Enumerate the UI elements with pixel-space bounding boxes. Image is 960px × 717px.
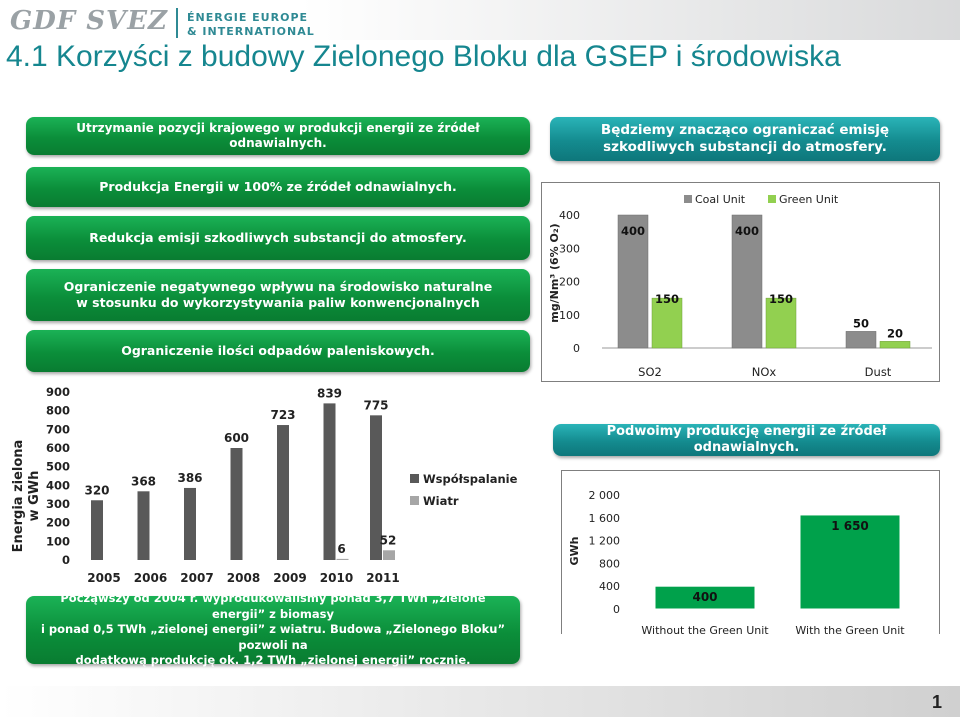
chart1-xtick: 2008 [226,571,261,585]
legend-label-coal: Coal Unit [695,193,746,206]
chart2-xtick: Dust [864,365,892,379]
chart1-label-wind: 52 [379,533,397,548]
chart3-ytick: 0 [613,603,620,616]
chart2-ytick: 300 [559,242,580,256]
chart3-ytick: 800 [599,557,620,571]
production-chart-panel [561,470,940,634]
pill-benefit-renewable [26,167,530,207]
chart1-ytick: 400 [45,478,70,493]
chart3-xtick: With the Green Unit [795,624,905,635]
chart1-label-wind: 6 [337,541,346,556]
chart1-ytick: 700 [45,422,70,437]
legend-swatch-green [768,195,776,203]
chart1-xtick: 2005 [87,571,121,585]
chart1-ytick: 0 [61,553,70,567]
chart2-ytick: 0 [573,342,580,355]
chart1-label-cofiring: 775 [363,398,389,413]
legend-swatch-wind [410,496,419,505]
legend-label-cofiring: Współspalanie [423,472,518,486]
legend-swatch-cofiring [410,474,419,483]
chart1-bar-wind [383,550,395,560]
chart1-label-cofiring: 839 [316,386,343,401]
chart2-ytick: 200 [559,275,580,289]
chart2-label-coal: 50 [852,316,870,331]
chart2-xtick: NOx [751,365,777,379]
chart3-ylabel: GWh [568,536,581,566]
chart2-label-coal: 400 [734,224,760,238]
pill-double-production [553,424,940,456]
production-chart [562,471,939,635]
legend-label-wind: Wiatr [423,494,459,508]
chart1-xtick: 2010 [319,571,354,585]
chart1-bar-cofiring [324,403,336,560]
chart1-ytick: 600 [45,441,70,455]
chart2-label-green: 150 [654,292,680,307]
pill-benefit-waste-text: Ograniczenie ilości odpadów paleniskowych. [121,343,435,359]
page-number: 1 [931,692,942,712]
pill-benefit-emission [26,216,530,260]
green-energy-chart [0,378,535,593]
header-gradient [300,0,960,40]
emissions-chart-panel [541,182,940,382]
logo-subtitle-2: & INTERNATIONAL [187,25,315,38]
pill-benefit-waste [26,330,530,372]
footer-bar [0,686,960,717]
chart1-ytick: 500 [45,459,70,474]
chart1-xtick: 2007 [180,571,214,585]
pill-benefit-environment-line1: Ograniczenie negatywnego wpływu na środowisko naturalne [63,279,493,295]
company-logo: GDF SVEZ [10,6,169,36]
page-title: 4.1 Korzyści z budowy Zielonego Bloku dla GSEP i środowiska [6,40,841,73]
chart1-label-cofiring: 368 [130,474,157,489]
chart2-bar-coal [846,331,876,348]
chart2-ylabel: mg/Nm³ (6% O₂) [548,223,561,323]
chart1-bar-cofiring [138,491,150,560]
chart3-label: 400 [692,590,718,605]
chart1-bar-cofiring [277,425,289,560]
chart1-label-cofiring: 386 [177,470,203,485]
chart2-label-green: 20 [886,326,904,341]
legend-swatch-coal [684,195,692,203]
chart1-ylabel-line2: w GWh [27,470,42,522]
chart1-xtick: 2011 [366,571,400,585]
chart1-ytick: 900 [45,385,70,399]
chart3-xtick: Without the Green Unit [641,624,769,635]
chart1-ytick: 300 [45,497,70,511]
pill-benefit-emission-text: Redukcja emisji szkodliwych substancji do atmosfery. [89,230,467,246]
chart1-xtick: 2006 [133,571,168,585]
chart2-bar-green [880,341,910,348]
chart2-label-green: 150 [768,292,794,307]
chart3-ytick: 1 600 [588,511,620,525]
legend-label-green: Green Unit [779,193,839,206]
chart1-ytick: 100 [45,534,70,549]
chart2-label-coal: 400 [620,224,646,238]
pill-double-production-text: Podwoimy produkcję energii ze źródeł odnawialnych. [606,423,887,455]
chart1-label-cofiring: 320 [84,483,110,498]
chart3-label: 1 650 [831,518,869,533]
emissions-chart [542,183,939,381]
pill-benefit-renewable-text: Produkcja Energii w 100% ze źródeł odnawialnych. [99,179,457,195]
pill-production-history-line2: i ponad 0,5 TWh „zielonej energii” z wiatru. Budowa „Zielonego Bloku” pozwoli na [40,622,506,652]
chart1-bar-wind [337,559,349,560]
chart1-ytick: 200 [45,515,70,530]
chart1-bar-cofiring [231,448,243,560]
chart1-bar-cofiring [184,488,196,560]
chart2-xtick: SO2 [638,365,662,379]
chart2-ytick: 100 [559,308,580,322]
chart2-ytick: 400 [559,209,580,222]
pill-production-history [26,591,520,668]
pill-renewable-position-text: Utrzymanie pozycji krajowego w produkcji energii ze źródeł odnawialnych. [76,121,480,150]
chart1-xtick: 2009 [273,571,307,585]
chart3-ytick: 1 200 [588,534,620,548]
pill-benefit-environment-line2: w stosunku do wykorzystywania paliw konwencjonalnych [76,295,480,310]
chart3-ytick: 2 000 [588,489,620,502]
pill-production-history-line3: dodatkową produkcję ok. 1,2 TWh „zielonej energii” rocznie. [75,653,471,668]
pill-benefit-environment [26,269,530,321]
chart1-bar-cofiring [91,500,103,560]
pill-emission-reduction [550,117,940,161]
pill-renewable-position [26,117,530,155]
chart1-ytick: 800 [45,403,70,418]
logo-divider [176,8,178,38]
pill-emission-reduction-text: Będziemy znacząco ograniczać emisję szkodliwych substancji do atmosfery. [600,122,890,155]
chart3-ytick: 400 [599,580,620,594]
logo-subtitle-1: ÉNERGIE EUROPE [187,11,309,24]
chart1-label-cofiring: 600 [223,431,250,445]
pill-production-history-line1: Począwszy od 2004 r. wyprodukowaliśmy ponad 3,7 TWh „zielone energii” z biomasy [60,591,486,621]
chart1-label-cofiring: 723 [270,408,296,423]
chart1-ylabel-line1: Energia zielona [11,439,26,553]
